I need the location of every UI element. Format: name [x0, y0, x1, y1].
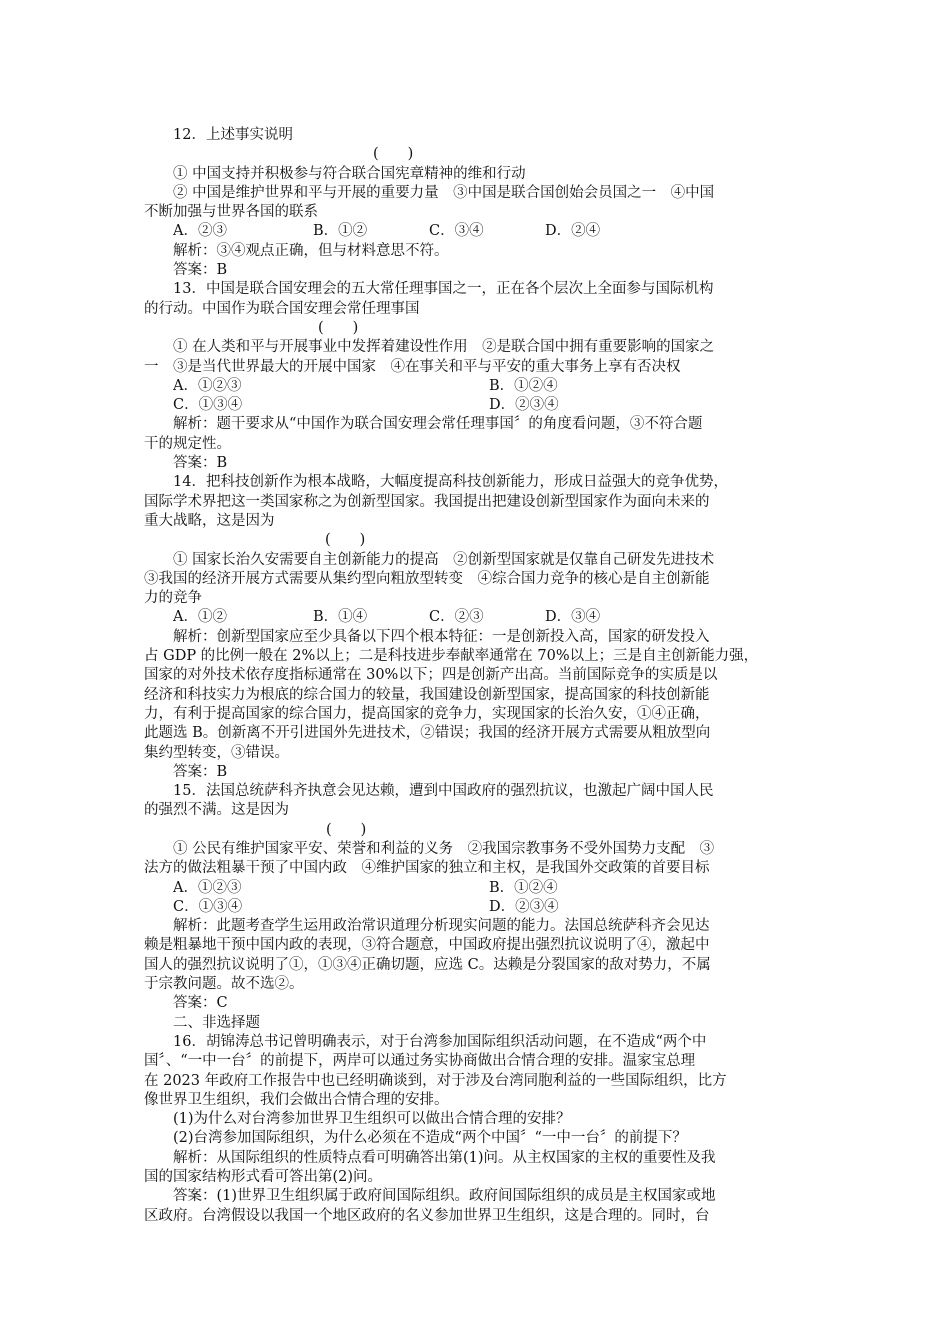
q15-statement-1: ① 公民有维护国家平安、荣誉和利益的义务 ②我国宗教事务不受外国势力支配 ③: [173, 840, 715, 857]
q14-option-a: A．①②: [173, 609, 227, 626]
q16-stem-2: 国〞、“一中一台〞的前提下，两岸可以通过务实协商做出合情合理的安排。温家宝总理: [144, 1053, 696, 1070]
q13-options-row-1: [173, 377, 805, 396]
q14-option-b: B．①④: [313, 609, 368, 626]
q15-options-row-2: [173, 898, 805, 917]
q16-analysis-1: 解析：从国际组织的性质特点看可明确答出第(1)问。从主权国家的主权的重要性及我: [173, 1149, 716, 1166]
q12-option-d: D．②④: [545, 223, 601, 240]
q16-stem-4: 像世界卫生组织，我们会做出合情合理的安排。: [144, 1091, 449, 1108]
q15-option-b: B．①②④: [489, 879, 558, 896]
document-body: [144, 126, 805, 1226]
q14-analysis-2: 占 GDP 的比例一般在 2%以上；二是科技进步奉献率通常在 70%以上；三是自主创新能力强，: [144, 648, 759, 665]
q13-option-d: D．②③④: [489, 397, 559, 414]
q15-analysis-1: 解析：此题考查学生运用政治常识道理分析现实问题的能力。法国总统萨科齐会见达: [173, 918, 710, 935]
q12-answer: 答案：B: [173, 262, 228, 279]
q16-subquestion-2: (2)台湾参加国际组织，为什么必须在不造成“两个中国〞“一中一台〞的前提下？: [173, 1130, 687, 1147]
q16-stem-1: 16．胡锦涛总书记曾明确表示，对于台湾参加国际组织活动问题，在不造成“两个中: [173, 1033, 707, 1050]
q14-analysis-7: 集约型转变，③错误。: [144, 744, 289, 761]
q13-option-b: B．①②④: [489, 377, 558, 394]
q12-options: [173, 222, 805, 241]
q13-statement-2: 一 ③是当代世界最大的开展中国家 ④在事关和平与平安的重大事务上享有否决权: [144, 358, 681, 375]
q12-analysis: 解析：③④观点正确，但与材料意思不符。: [173, 242, 449, 259]
q14-analysis-5: 力，有利于提高国家的综合国力，提高国家的竞争力，实现国家的长治久安，①④正确，: [144, 705, 710, 722]
q14-statement-3: 力的竞争: [144, 590, 202, 607]
q13-analysis-2: 干的规定性。: [144, 435, 231, 452]
q15-answer: 答案：C: [173, 995, 228, 1012]
q14-answer-bracket: ( ): [325, 532, 366, 549]
q13-stem-2: 的行动。中国作为联合国安理会常任理事国: [144, 300, 420, 317]
q16-answer-2: 区政府。台湾假设以我国一个地区政府的名义参加世界卫生组织，这是合理的。同时，台: [144, 1207, 710, 1224]
q14-stem-3: 重大战略，这是因为: [144, 512, 275, 529]
q14-statement-1: ① 国家长治久安需要自主创新能力的提高 ②创新型国家就是仅靠自己研发先进技术: [173, 551, 715, 568]
q15-statement-2: 法方的做法粗暴干预了中国内政 ④维护国家的独立和主权，是我国外交政策的首要目标: [144, 860, 710, 877]
q16-stem-3: 在 2023 年政府工作报告中也已经明确谈到，对于涉及台湾同胞利益的一些国际组织，比方: [144, 1072, 727, 1089]
q13-answer: 答案：B: [173, 455, 228, 472]
q12-statement-3: 不断加强与世界各国的联系: [144, 204, 318, 221]
q15-option-c: C．①③④: [173, 898, 243, 915]
q14-answer: 答案：B: [173, 763, 228, 780]
q12-answer-bracket: ( ): [373, 146, 414, 163]
q12-option-c: C．③④: [429, 223, 484, 240]
q12-statement-1: ① 中国支持并积极参与符合联合国宪章精神的维和行动: [173, 165, 526, 182]
q16-subquestion-1: (1)为什么对台湾参加世界卫生组织可以做出合情合理的安排？: [173, 1111, 571, 1128]
q12-stem: 12．上述事实说明: [173, 127, 293, 143]
q14-option-d: D．③④: [545, 609, 601, 626]
section-heading-non-choice: 二、非选择题: [173, 1014, 260, 1031]
q13-options-row-2: [173, 396, 805, 415]
q13-option-c: C．①③④: [173, 397, 243, 414]
q15-option-d: D．②③④: [489, 898, 559, 915]
q15-analysis-4: 于宗教问题。故不选②。: [144, 976, 304, 993]
q13-statement-1: ① 在人类和平与开展事业中发挥着建设性作用 ②是联合国中拥有重要影响的国家之: [173, 339, 715, 356]
q15-analysis-2: 赖是粗暴地干预中国内政的表现，③符合题意，中国政府提出强烈抗议说明了④，激起中: [144, 937, 710, 954]
q14-analysis-1: 解析：创新型国家应至少具备以下四个根本特征：一是创新投入高，国家的研发投入: [173, 628, 710, 645]
q16-analysis-2: 国的国家结构形式看可答出第(2)问。: [144, 1169, 383, 1186]
q15-stem-2: 的强烈不满。这是因为: [144, 802, 289, 819]
q13-option-a: A．①②③: [173, 377, 242, 394]
q15-analysis-3: 国人的强烈抗议说明了①，①③④正确切题，应选 C。达赖是分裂国家的敌对势力，不属: [144, 956, 711, 973]
q14-options: [173, 608, 805, 627]
q14-stem-2: 国际学术界把这一类国家称之为创新型国家。我国提出把建设创新型国家作为面向未来的: [144, 493, 710, 510]
q13-analysis-1: 解析：题干要求从“中国作为联合国安理会常任理事国〞的角度看问题，③不符合题: [173, 416, 703, 433]
q14-stem-1: 14．把科技创新作为根本战略，大幅度提高科技创新能力，形成日益强大的竞争优势，: [173, 474, 728, 491]
q14-statement-2: ③我国的经济开展方式需要从集约型向粗放型转变 ④综合国力竞争的核心是自主创新能: [144, 570, 710, 587]
q15-options-row-1: [173, 879, 805, 898]
q14-option-c: C．②③: [429, 609, 484, 626]
q16-answer-1: 答案：(1)世界卫生组织属于政府间国际组织。政府间国际组织的成员是主权国家或地: [173, 1188, 716, 1205]
q15-option-a: A．①②③: [173, 879, 242, 896]
q12-option-b: B．①②: [313, 223, 368, 240]
q14-analysis-3: 国家的对外技术依存度指标通常在 30%以下；四是创新产出高。当前国际竞争的实质是以: [144, 667, 718, 684]
q13-stem-1: 13．中国是联合国安理会的五大常任理事国之一，正在各个层次上全面参与国际机构: [173, 281, 714, 298]
q15-stem-1: 15．法国总统萨科齐执意会见达赖，遭到中国政府的强烈抗议，也激起广阔中国人民: [173, 783, 714, 800]
q14-analysis-4: 经济和科技实力为根底的综合国力的较量，我国建设创新型国家，提高国家的科技创新能: [144, 686, 710, 703]
q13-answer-bracket: ( ): [318, 319, 359, 336]
q14-analysis-6: 此题选 B。创新离不开引进国外先进技术，②错误；我国的经济开展方式需要从粗放型向: [144, 725, 711, 742]
q15-answer-bracket: ( ): [326, 821, 367, 838]
q12-statement-2: ② 中国是维护世界和平与开展的重要力量 ③中国是联合国创始会员国之一 ④中国: [173, 184, 715, 201]
q12-option-a: A．②③: [173, 223, 227, 240]
